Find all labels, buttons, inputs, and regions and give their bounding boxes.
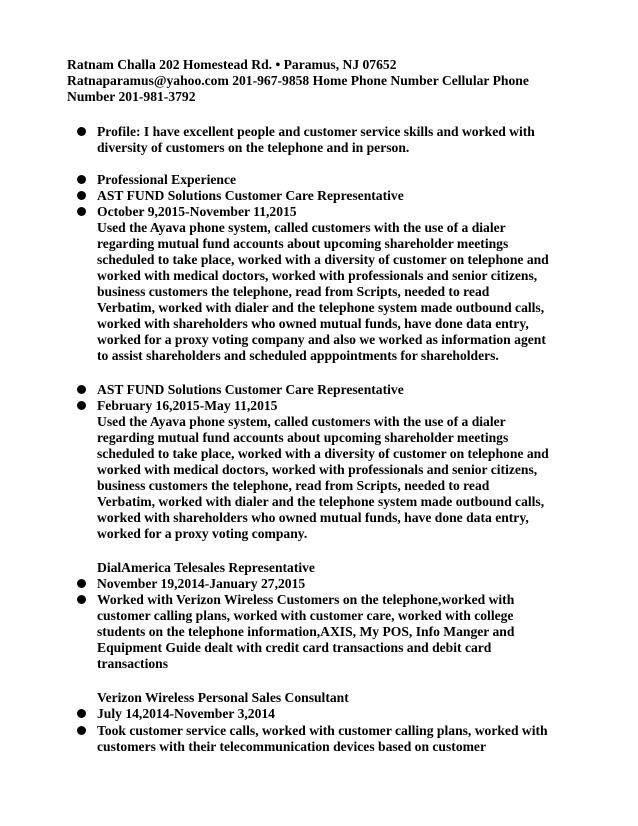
job3-title: DialAmerica Telesales Representative	[97, 560, 315, 575]
job2-title: AST FUND Solutions Customer Care Representative	[97, 382, 404, 397]
bullet-icon	[77, 595, 86, 604]
header-contact: Ratnaparamus@yahoo.com 201-967-9858 Home Phone Number Cellular Phone	[67, 73, 529, 88]
job2-description	[97, 414, 617, 542]
bullet-icon	[77, 726, 86, 735]
profile-line-1: Profile: I have excellent people and customer service skills and worked with	[97, 124, 535, 139]
job1-desc-line: scheduled to take place, worked with a diversity of customer on telephone and	[97, 252, 549, 267]
bullet-icon	[77, 709, 86, 718]
job3-dates: November 19,2014-January 27,2015	[97, 576, 306, 591]
job1-desc-line: regarding mutual fund accounts about upcoming shareholder meetings	[97, 236, 509, 251]
profile-continuation	[97, 140, 617, 156]
resume-header	[67, 57, 597, 105]
job4-title: Verizon Wireless Personal Sales Consultant	[97, 690, 349, 705]
job2-desc-line: worked with shareholders who owned mutual funds, have done data entry,	[97, 510, 529, 525]
job1-description	[97, 220, 617, 364]
job3-desc-line: transactions	[97, 656, 168, 671]
job2-desc-line: worked for a proxy voting company.	[97, 526, 308, 541]
job4-description	[97, 739, 617, 755]
job1-desc-line: worked with shareholders who owned mutual funds, have done data entry,	[97, 316, 529, 331]
job2-desc-line: Used the Ayava phone system, called customers with the use of a dialer	[97, 414, 506, 429]
header-name-address: Ratnam Challa 202 Homestead Rd. • Paramus, NJ 07652	[67, 57, 397, 72]
job2-desc-line: worked with medical doctors, worked with professionals and senior citizens,	[97, 462, 538, 477]
bullet-icon	[77, 385, 86, 394]
job2-desc-line: regarding mutual fund accounts about upcoming shareholder meetings	[97, 430, 509, 445]
bullet-icon	[77, 207, 86, 216]
job1-desc-line: worked for a proxy voting company and also we worked as information agent	[97, 332, 546, 347]
section-heading-experience: Professional Experience	[97, 172, 237, 187]
job3-desc-line: students on the telephone information,AXIS, My POS, Info Manger and	[97, 624, 515, 639]
job2-dates: February 16,2015-May 11,2015	[97, 398, 278, 413]
job3-desc-line: customer calling plans, worked with customer care, worked with college	[97, 608, 514, 623]
header-phone: Number 201-981-3792	[67, 89, 196, 104]
job1-desc-line: worked with medical doctors, worked with professionals and senior citizens,	[97, 268, 538, 283]
bullet-icon	[77, 401, 86, 410]
job1-desc-line: Used the Ayava phone system, called customers with the use of a dialer	[97, 220, 506, 235]
job4-title-block	[97, 690, 617, 706]
job1-title: AST FUND Solutions Customer Care Representative	[97, 188, 404, 203]
bullet-icon	[77, 127, 86, 136]
job2-desc-line: scheduled to take place, worked with a diversity of customer on telephone and	[97, 446, 549, 461]
job3-description	[97, 608, 617, 672]
job4-desc-line: customers with their telecommunication devices based on customer	[97, 739, 487, 754]
bullet-icon	[77, 579, 86, 588]
job1-dates: October 9,2015-November 11,2015	[97, 204, 297, 219]
bullet-icon	[77, 175, 86, 184]
job2-desc-line: business customers the telephone, read from Scripts, needed to read	[97, 478, 490, 493]
job3-title-block	[97, 560, 617, 576]
job1-desc-line: business customers the telephone, read from Scripts, needed to read	[97, 284, 490, 299]
profile-line-2: diversity of customers on the telephone and in person.	[97, 140, 410, 155]
job4-desc-line: Took customer service calls, worked with customer calling plans, worked with	[97, 723, 548, 738]
job4-dates: July 14,2014-November 3,2014	[97, 706, 275, 721]
job3-desc-line: Equipment Guide dealt with credit card transactions and debit card	[97, 640, 492, 655]
job2-desc-line: Verbatim, worked with dialer and the telephone system made outbound calls,	[97, 494, 545, 509]
bullet-icon	[77, 191, 86, 200]
job3-desc-line: Worked with Verizon Wireless Customers on the telephone,worked with	[97, 592, 515, 607]
job1-desc-line: Verbatim, worked with dialer and the telephone system made outbound calls,	[97, 300, 545, 315]
job1-desc-line: to assist shareholders and scheduled apppointments for shareholders.	[97, 348, 499, 363]
